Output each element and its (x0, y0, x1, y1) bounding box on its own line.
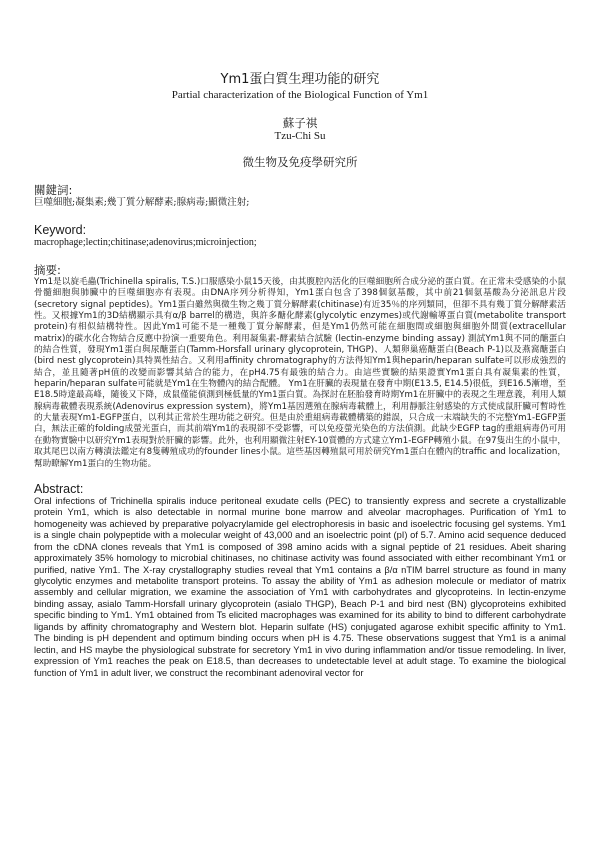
abstract-zh-section (34, 263, 566, 470)
title-block (34, 72, 566, 169)
author-name-zh: 蘇子祺 (282, 116, 318, 130)
keywords-en-heading: Keyword: (34, 223, 87, 237)
abstract-en-body: Oral infections of Trichinella spiralis induce peritoneal exudate cells (PEC) to transiently express and secrete a crystallizable protein Ym1, which is also detectable in normal murine bone marrow and alveolar macrophages. Purification of Ym1 to homogeneity was achieved by preparative polyacrylamide gel electrophoresis in basic and isoelectric focusing gel systems. Ym1 is a single chain polypeptide with a molecular weight of 43,000 and an isoelectric point (pI) of 5.7. Amino acid sequence deduced from the cDNA clones reveals that Ym1 is composed of 398 amino acids with a signal peptide of 21 residues. Abeit sharing approximately 35% homology to microbial chitinases, no chitinase activity was found associated with either recombinant Ym1 or purified, native Ym1. The X-ray crystallography studies reveal that Ym1 contains a β/α nTIM barrel structure as found in many glycolytic enzymes and metabolite transport proteins. To assay the ability of Ym1 as adhesion molecule or mediator of matrix assembly and cellular migration, we examine the association of Ym1 with carbohydrates and glycoproteins. In lectin-enzyme binding assay, asialo Tamm-Horsfall urinary glycoprotein (asialo THGP), Beach P-1 and bird nest (BN) glycoproteins exhibited specific binding to Ym1. Ym1 obtained from Ts elicited macrophages was examined for its ability to bind to different carbohydrate ligands by affinity chromatography and Western blot. Heparin sulfate (HS) conjugated agarose exhibit specific affinity to Ym1. The binding is pH dependent and optimum binding occurs when pH is 4.75. These observations suggest that Ym1 is a animal lectin, and HS maybe the physiological substrate for secretory Ym1 in vivo during inflammation and/or tissue remodeling. In liver, expression of Ym1 reaches the peak on E18.5, than decreases to undetectable level at adult stage. To examine the biological function of Ym1 in adult liver, we construct the recombinant adenoviral vector for (34, 495, 566, 678)
keywords-zh-heading: 關鍵詞: (34, 183, 73, 197)
paper-title-en: Partial characterization of the Biological Function of Ym1 (171, 89, 429, 101)
keywords-en-section (34, 223, 566, 249)
author-name-en: Tzu-Chi Su (274, 130, 326, 142)
abstract-zh-body: Ym1是以旋毛蟲(Trichinella spiralis, T.S.)口服感染小鼠15天後，由其腹腔內活化的巨噬細胞所合成分泌的蛋白質。在正常未受感染的小鼠骨髓細胞與肺臟中的巨噬細胞亦有表現。由DNA序列分析得知，Ym1蛋白包含了398個氨基酸，其中前21個氨基酸為分泌訊息片段(secretory signal peptides)。Ym1蛋白雖然與微生物之幾丁質分解酵素(chitinase)有近35％的序列類同，但卻不具有幾丁質分解酵素活性。又根據Ym1的3D結構顯示具有α/β barrel的構造，與許多醣化酵素(glycolytic enzymes)或代謝輸導蛋白質(metabolite transport protein)有相似結構特性。因此Ym1可能不是一種幾丁質分解酵素，但是Ym1仍然可能在細胞間或細胞與細胞外間質(extracellular matrix)的碳水化合物結合反應中扮演一重要角色。利用凝集素-酵素結合試驗 (lectin-enzyme binding assay) 測試Ym1與不同的醣蛋白的結合性質，發現Ym1蛋白與尿醣蛋白(Tamm-Horsfall urinary glycoprotein, THGP)、人類卵巢癌醣蛋白(Beach P-1)以及燕窩醣蛋白(bird nest glycoprotein)具特異性結合。又利用affinity chromatography的方法得知Ym1與heparin/heparan sulfate可以形成強烈的結合，並且隨著pH值的改變而影響其結合的能力，在pH4.75有最強的結合力。由這些實驗的結果證實Ym1蛋白具有凝集素的性質，heparin/heparan sulfate可能就是Ym1在生物體內的結合配體。 Ym1在肝臟的表現量在發育中期(E13.5, E14.5)很低，到E16.5漸增，至E18.5時達最高峰，隨後又下降，成鼠僅能偵測到極低量的Ym1蛋白質。為探討在胚胎發育時期Ym1在肝臟中的表現之生理意義，利用人類腺病毒載體表現系統(Adenovirus expression system)，將Ym1基因選殖在腺病毒載體上，利用靜脈注射感染的方式使成鼠肝臟可暫時性的大量表現Ym1-EGFP蛋白，以利其正常於生理功能之研究。但是由於重組病毒載體構築的錯誤，只合成一末端缺失的不完整Ym1-EGFP蛋白，無法正確的folding成螢光蛋白，而其前端Ym1的表現卻不受影響，可以免疫螢光染色的方法偵測。此缺少EGFP tag的重組病毒仍可用在動物實驗中以研究Ym1表現對於肝臟的影響。此外，也利用顯微注射EY-10質體的方式建立Ym1-EGFP轉殖小鼠。在97隻出生的小鼠中，取其尾巴以南方轉漬法鑑定有8隻轉殖成功的founder lines小鼠。這些基因轉殖鼠可用於研究Ym1蛋白在體內的traffic and localization，幫助瞭解Ym1蛋白的生物功能。 (34, 277, 566, 469)
abstract-en-section (34, 482, 566, 679)
paper-title-zh: Ym1蛋白質生理功能的研究 (220, 72, 380, 87)
keywords-en-text: macrophage;lectin;chitinase;adenovirus;microinjection; (34, 237, 257, 248)
keywords-zh-section (34, 183, 566, 209)
keywords-zh-text: 巨噬細胞;凝集素;幾丁質分解酵素;腺病毒;顯微注射; (34, 197, 250, 208)
institute-name: 微生物及免疫學研究所 (242, 155, 358, 169)
abstract-en-heading: Abstract: (34, 481, 84, 496)
abstract-zh-heading: 摘要: (34, 263, 61, 277)
